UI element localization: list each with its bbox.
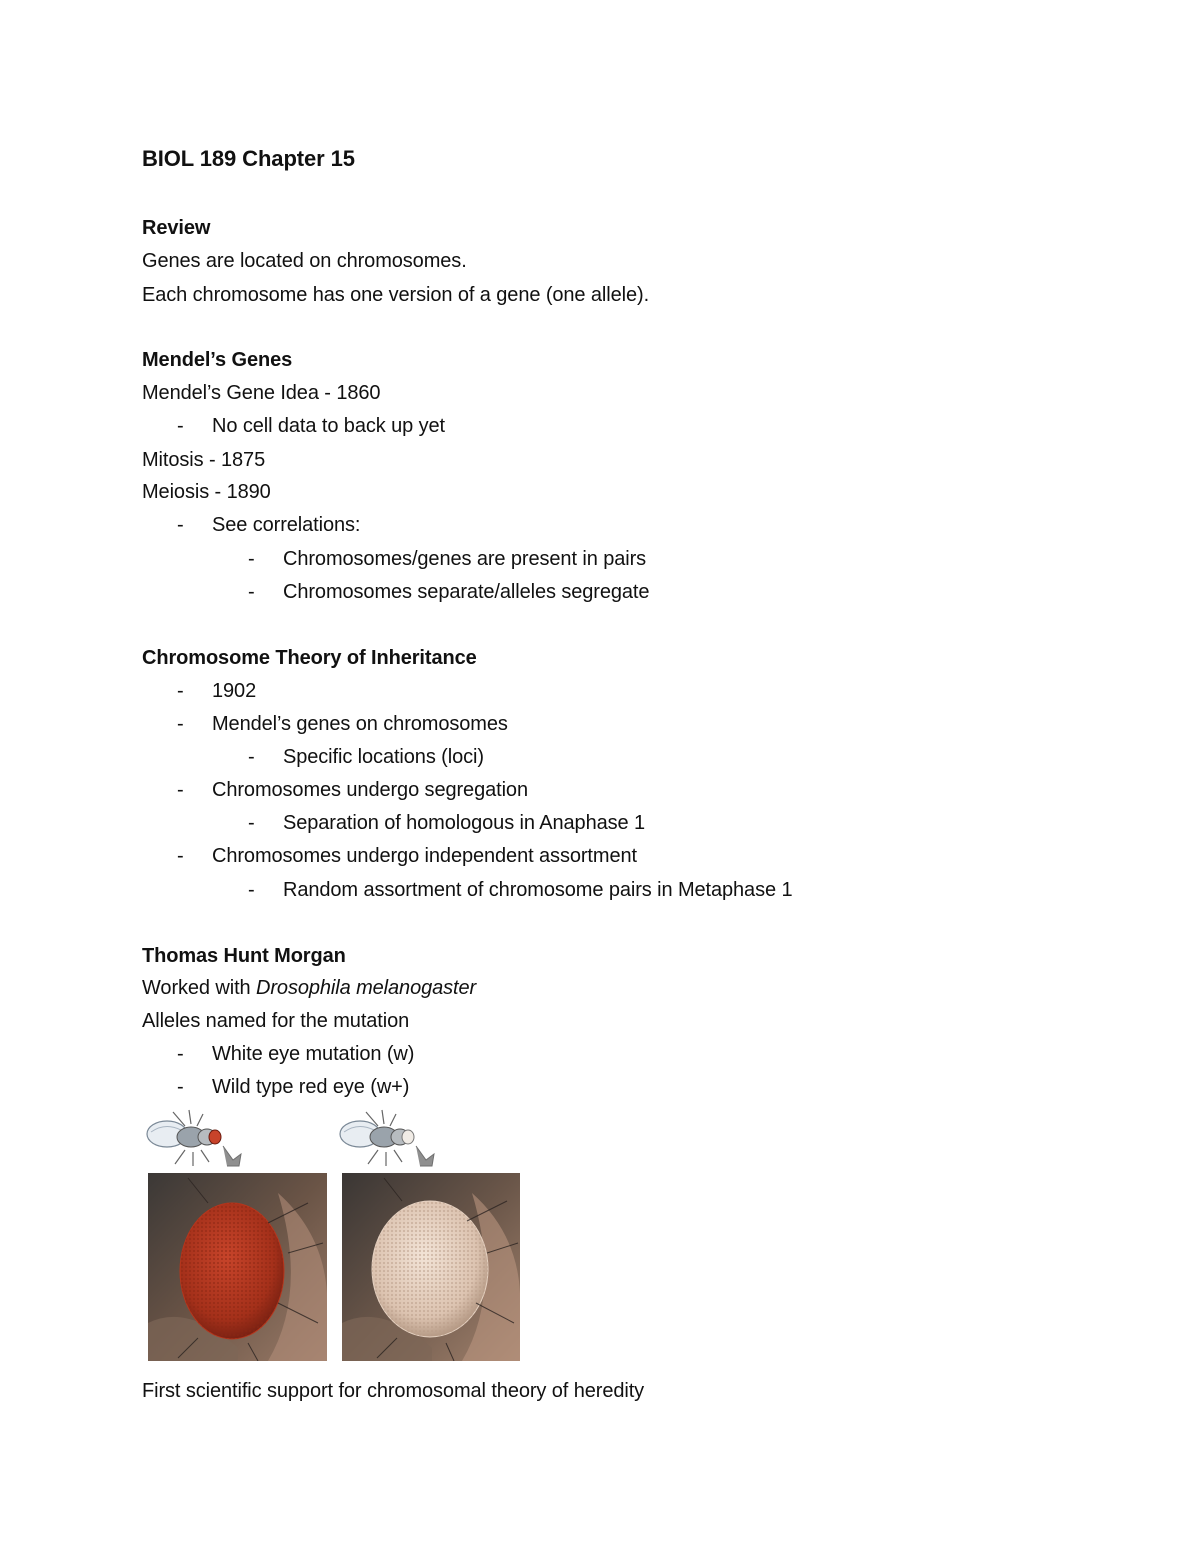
bullet-dash: - <box>248 812 255 834</box>
bullet-dash: - <box>177 680 184 702</box>
bullet-dash: - <box>177 514 184 536</box>
bullet-dash: - <box>177 845 184 867</box>
bullet-dash: - <box>177 1043 184 1065</box>
mendel-subline: See correlations: <box>212 514 361 536</box>
mendel-subsubline: Chromosomes separate/alleles segregate <box>283 581 650 603</box>
conclusion-line: First scientific support for chromosomal theory of heredity <box>142 1380 645 1402</box>
bullet-dash: - <box>177 779 184 801</box>
bullet-dash: - <box>248 879 255 901</box>
mendel-subline: No cell data to back up yet <box>212 415 445 437</box>
fly-red-eye-icon <box>145 1108 245 1168</box>
white-eye-photo <box>342 1173 520 1361</box>
morgan-bullet: Wild type red eye (w+) <box>212 1076 410 1098</box>
morgan-line: Alleles named for the mutation <box>142 1010 410 1032</box>
bullet-dash: - <box>177 415 184 437</box>
mendel-line: Meiosis - 1890 <box>142 481 271 503</box>
theory-item: Chromosomes undergo independent assortment <box>212 845 637 867</box>
theory-subitem: Separation of homologous in Anaphase 1 <box>283 812 646 834</box>
bullet-dash: - <box>248 581 255 603</box>
review-line: Each chromosome has one version of a gene (one allele). <box>142 284 650 306</box>
bullet-dash: - <box>248 548 255 570</box>
mendel-line: Mitosis - 1875 <box>142 449 266 471</box>
theory-item: Mendel’s genes on chromosomes <box>212 713 508 735</box>
review-heading: Review <box>142 217 211 239</box>
bullet-dash: - <box>177 713 184 735</box>
bullet-dash: - <box>177 1076 184 1098</box>
red-eye-photo <box>148 1173 327 1361</box>
theory-item: Chromosomes undergo segregation <box>212 779 528 801</box>
theory-subitem: Specific locations (loci) <box>283 746 484 768</box>
bullet-dash: - <box>248 746 255 768</box>
mendel-heading: Mendel’s Genes <box>142 349 293 371</box>
morgan-worked-prefix: Worked with <box>142 977 257 999</box>
page-title: BIOL 189 Chapter 15 <box>142 146 355 171</box>
theory-subitem: Random assortment of chromosome pairs in Metaphase 1 <box>283 879 793 901</box>
species-name: Drosophila melanogaster <box>256 977 477 999</box>
theory-item: 1902 <box>212 680 257 702</box>
morgan-heading: Thomas Hunt Morgan <box>142 945 346 967</box>
review-line: Genes are located on chromosomes. <box>142 250 467 272</box>
mendel-line: Mendel’s Gene Idea - 1860 <box>142 382 381 404</box>
morgan-worked-line <box>142 975 476 1001</box>
morgan-bullet: White eye mutation (w) <box>212 1043 415 1065</box>
theory-heading: Chromosome Theory of Inheritance <box>142 647 477 669</box>
fly-white-eye-icon <box>338 1108 438 1168</box>
mendel-subsubline: Chromosomes/genes are present in pairs <box>283 548 647 570</box>
